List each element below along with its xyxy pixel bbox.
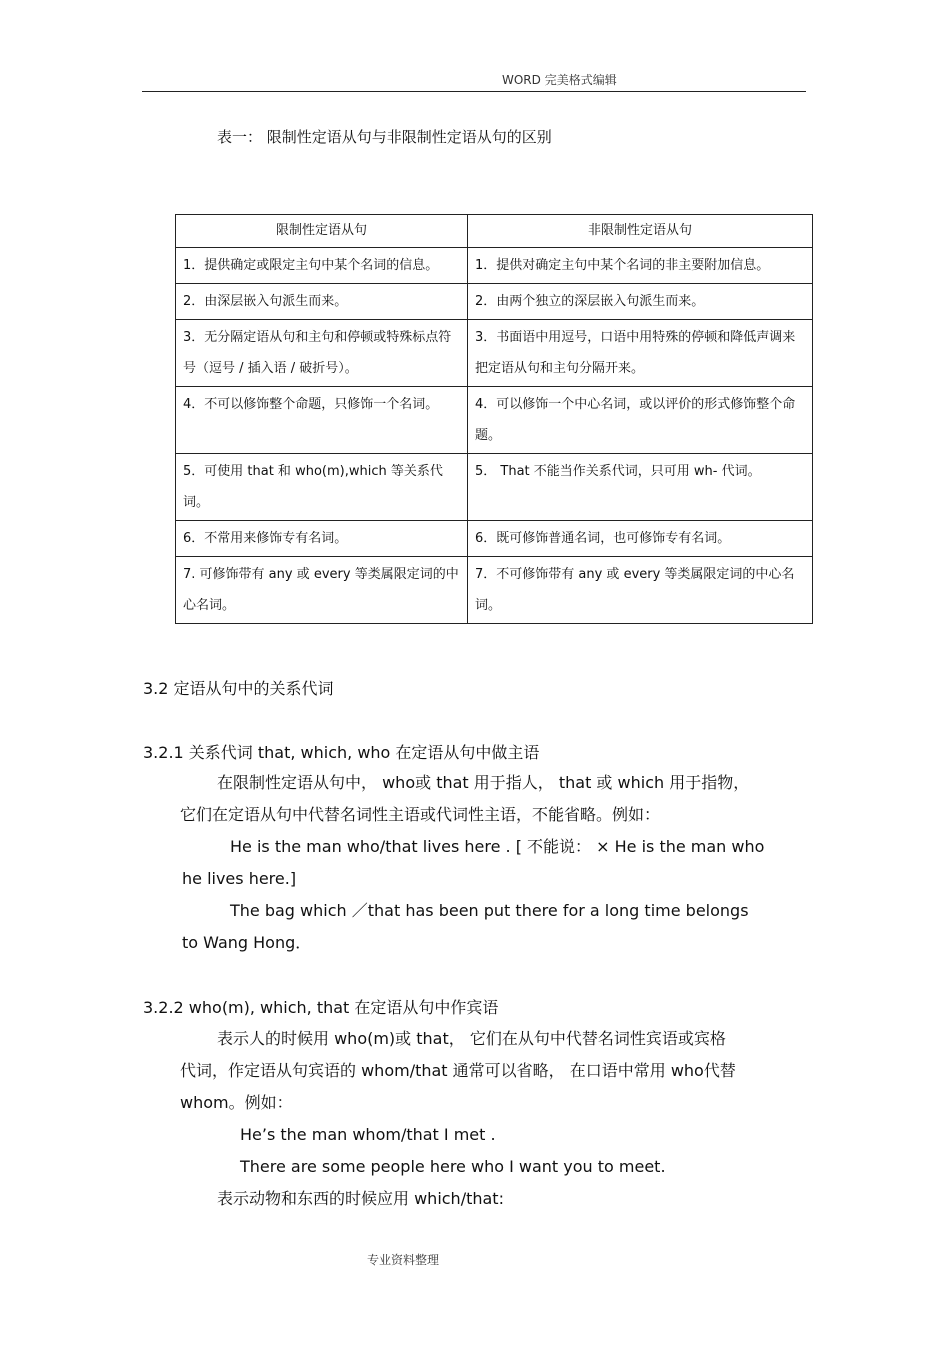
header-rule — [142, 91, 806, 92]
cell-restrictive: 4．不可以修饰整个命题，只修饰一个名词。 — [176, 387, 468, 454]
example-sentence: to Wang Hong． — [182, 933, 312, 952]
cell-restrictive: 7. 可修饰带有 any 或 every 等类属限定词的中心名词。 — [176, 557, 468, 624]
paragraph-line: 代词，作定语从句宾语的 whom/that 通常可以省略， 在口语中常用 who代替 — [180, 1061, 736, 1080]
comparison-table — [175, 214, 813, 624]
cell-nonrestrictive: 7．不可修饰带有 any 或 every 等类属限定词的中心名词。 — [468, 557, 813, 624]
cell-restrictive: 2．由深层嵌入句派生而来。 — [176, 284, 468, 320]
cell-nonrestrictive: 3．书面语中用逗号，口语中用特殊的停顿和降低声调来把定语从句和主句分隔开来。 — [468, 320, 813, 387]
example-sentence: He is the man who/that lives here . [ 不能说： × He is the man who — [230, 837, 765, 856]
table-row — [176, 320, 813, 387]
cell-nonrestrictive: 2．由两个独立的深层嵌入句派生而来。 — [468, 284, 813, 320]
section-3-2-heading: 3.2 定语从句中的关系代词 — [143, 679, 334, 698]
table-row — [176, 284, 813, 320]
cell-restrictive: 3．无分隔定语从句和主句和停顿或特殊标点符号（逗号 / 插入语 / 破折号）。 — [176, 320, 468, 387]
paragraph-line: 表示动物和东西的时候应用 which/that: — [217, 1189, 504, 1208]
paragraph-line: whom。例如： — [180, 1093, 293, 1112]
page-footer: 专业资料整理 — [367, 1253, 440, 1267]
cell-restrictive: 1．提供确定或限定主句中某个名词的信息。 — [176, 248, 468, 284]
table-caption: 表一： 限制性定语从句与非限制性定语从句的区别 — [217, 128, 552, 146]
paragraph-line: 表示人的时候用 who(m)或 that， 它们在从句中代替名词性宾语或宾格 — [217, 1029, 726, 1048]
table-row — [176, 454, 813, 521]
section-3-2-1-heading: 3.2.1 关系代词 that, which, who 在定语从句中做主语 — [143, 743, 540, 762]
cell-restrictive: 6．不常用来修饰专有名词。 — [176, 521, 468, 557]
cell-nonrestrictive: 6．既可修饰普通名词，也可修饰专有名词。 — [468, 521, 813, 557]
header-restrictive: 限制性定语从句 — [176, 215, 468, 248]
cell-nonrestrictive: 1．提供对确定主句中某个名词的非主要附加信息。 — [468, 248, 813, 284]
page-header: WORD 完美格式编辑 — [502, 73, 617, 87]
example-sentence: There are some people here who I want you to meet. — [240, 1157, 666, 1176]
cell-nonrestrictive: 5． That 不能当作关系代词，只可用 wh- 代词。 — [468, 454, 813, 521]
cell-nonrestrictive: 4．可以修饰一个中心名词，或以评价的形式修饰整个命题。 — [468, 387, 813, 454]
table-header-row — [176, 215, 813, 248]
table-row — [176, 521, 813, 557]
cell-restrictive: 5．可使用 that 和 who(m),which 等关系代词。 — [176, 454, 468, 521]
table-row — [176, 387, 813, 454]
table-row — [176, 248, 813, 284]
example-sentence: He’s the man whom/that I met . — [240, 1125, 496, 1144]
paragraph-line: 在限制性定语从句中， who或 that 用于指人， that 或 which 用于指物， — [217, 773, 750, 792]
table-row — [176, 557, 813, 624]
example-sentence: he lives here.] — [182, 869, 297, 888]
paragraph-line: 它们在定语从句中代替名词性主语或代词性主语，不能省略。例如： — [180, 805, 661, 824]
header-nonrestrictive: 非限制性定语从句 — [468, 215, 813, 248]
section-3-2-2-heading: 3.2.2 who(m), which, that 在定语从句中作宾语 — [143, 998, 499, 1017]
example-sentence: The bag which ／that has been put there for a long time belongs — [230, 901, 749, 920]
